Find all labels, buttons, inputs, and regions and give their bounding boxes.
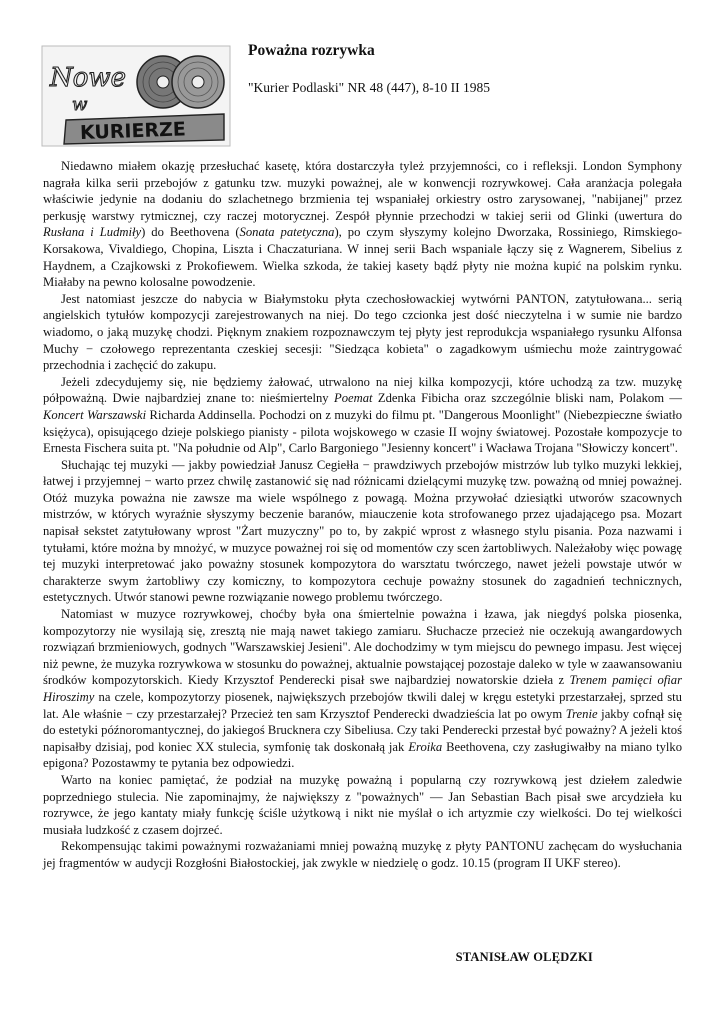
logo-kurierze-text: KURIERZE — [79, 118, 187, 145]
article-title: Poważna rozrywka — [248, 42, 375, 59]
source-citation: "Kurier Podlaski" NR 48 (447), 8-10 II 1985 — [248, 80, 490, 95]
paragraph-5: Natomiast w muzyce rozrywkowej, choćby była ona śmiertelnie poważna i łzawa, jak niegdyś polska piosenka, kompozytorzy nie wysilają się, zresztą nie mają nawet takiego zamiaru. Słuchacze przecież nie oczekują awangardowych rozwiązań brzmieniowych, godnych "Warszawskiej Jesieni". Ale dochodzimy w tym miejscu do pewnego impasu. Jest więcej niż pewne, że muzyka rozrywkowa w stosunku do poważnej, aktualnie powstającej pozostaje daleko w tyle w zaawansowaniu środków kompozytorskich. Kiedy Krzysztof Penderecki pisał swe najbardziej nowatorskie dzieła z Trenem pamięci ofiar Hiroszimy na czele, kompozytorzy piosenek, największych przebojów tkwili dalej w kręgu estetyki przestarzałej, sprzed stu lat. Ale właśnie − czy przestarzałej? Przecież ten sam Krzysztof Penderecki dwadzieścia lat po owym Trenie jakby cofnął się do estetyki późnoromantycznej, do jakiegoś Brucknera czy Sibeliusa. Czy taki Penderecki przestał być poważny? A jeżeli ktoś napisałby dzisiaj, pod koniec XX stulecia, symfonię tak doskonałą jak Eroika Beethovena, czy zasługiwałby na miano tylko epigona? Pozostawmy te pytania bez odpowiedzi. — [43, 607, 682, 771]
paragraph-6: Warto na koniec pamiętać, że podział na muzykę poważną i popularną czy rozrywkową jest dziełem zaledwie poprzedniego stulecia. Nie zapominajmy, że największy z "poważnych" — Jan Sebastian Bach pisał swe arcydzieła ku rozrywce, że jego kantaty miały funkcję ściśle użytkową i nikt nie myślał o ich artyzmie czy wielkości. Do tej wielkości musiała ludzkość z czasem dojrzeć. — [43, 772, 682, 837]
logo-w-text: w — [72, 94, 88, 115]
paragraph-4: Słuchając tej muzyki — jakby powiedział Janusz Cegiełła − prawdziwych przebojów mistrzów lub tylko muzyki lekkiej, łatwej i przyjemnej − warto przez chwilę zastanowić się nad różnicami dzielącymi muzykę tzw. poważną od mniej poważnej. Otóż muzyka poważna nie zawsze ma wiele wspólnego z powagą. Można przywołać dziesiątki utworów szacownych mistrzów, w których wyraźnie słyszymy beczenie baranów, miauczenie kota strofowanego przez ujadającego psa. Mozart napisał sekstet zatytułowany wprost "Żart muzyczny" po to, by zakpić wprost z własnego stylu pisania. Poza nazwami i tytułami, które można by mnożyć, w muzyce poważnej roi się od momentów czy scen żartobliwych. Należałoby więc powagę tej muzyki interpretować jako poważny stosunek kompozytora do warsztatu twórczego, nawet jeżeli powstaje utwór w charakterze swym żartobliwy czy komiczny, to kompozytora cechuje poważny stosunek do zagadnień technicznych, estetycznych. Utwór stanowi pewne rozwiązanie nowego problemu twórczego. — [43, 457, 682, 605]
paragraph-2: Jest natomiast jeszcze do nabycia w Białymstoku płyta czechosłowackiej wytwórni PANTON, zatytułowana... serią angielskich tytułów kompozycji zarejestrowanych na niej. Do tego czcionka jest dość nieczytelna i w sumie nie bardzo wiadomo, o jaką muzykę chodzi. Pięknym znakiem rozpoznawczym tej płyty jest reprodukcja wspaniałego rysunku Alfonsa Muchy − czołowego reprezentanta czeskiej secesji: "Siedząca kobieta" o zagadkowym uśmiechu może zaintrygować przechodnia i zachęcić do zakupu. — [43, 291, 682, 373]
column-logo — [38, 40, 238, 150]
paragraph-3: Jeżeli zdecydujemy się, nie będziemy żałować, utrwalono na niej kilka kompozycji, które uchodzą za tzw. muzykę półpoważną. Dwie najbardziej znane to: nieśmiertelny Poemat Zdenka Fibicha oraz szczególnie bliski nam, Polakom — Koncert Warszawski Richarda Addinsella. Pochodzi on z muzyki do filmu pt. "Dangerous Moonlight" (Niebezpieczne światło księżyca), opisującego dzieje polskiego pianisty - pilota wojskowego w czasie II wojny światowej. Pozostałe kompozycje to Ernesta Fischera suita pt. "Na południe od Alp", Carlo Bargoniego "Jesienny koncert" i Wacława Trojana "Słowiczy koncert". — [43, 374, 682, 456]
author-signature: STANISŁAW OLĘDZKI — [455, 950, 593, 964]
paragraph-1: Niedawno miałem okazję przesłuchać kasetę, która dostarczyła tyleż przyjemności, co i refleksji. London Symphony nagrała kilka serii przebojów z gatunku tzw. muzyki poważnej, ale w konwencji rozrywkowej. Cała aranżacja polegała właściwie jedynie na dodaniu do szlachetnego brzmienia tej wspaniałej orkiestry ostro zarysowanej, "nabijanej" przez perkusję warstwy rytmicznej, czy raczej motorycznej. Zespół płynnie przechodzi w takiej serii od Glinki (uwertura do Rusłana i Ludmiły) do Beethovena (Sonata patetyczna), po czym słyszymy kolejno Dworzaka, Rossiniego, Rimskiego-Korsakowa, Vivaldiego, Chopina, Liszta i Chaczaturiana. W innej serii Bach wspaniale łączy się z Wagnerem, Sibelius z Haydnem, a Czajkowski z Prokofiewem. Wielka szkoda, że takiej kasety bądź płyty nie można kupić na polskim rynku. Miałaby na pewno kolosalne powodzenie. — [43, 159, 682, 290]
nowe-w-kurierze-logo — [38, 40, 238, 150]
article-body — [43, 158, 682, 872]
paragraph-7: Rekompensując takimi poważnymi rozważaniami mniej poważną muzykę z płyty PANTONU zachęcam do wysłuchania jej fragmentów w audycji Rozgłośni Białostockiej, jak zwykle w niedzielę o godz. 10.15 (program II UKF stereo). — [43, 839, 682, 870]
logo-nowe-text: Nowe — [50, 63, 127, 93]
vinyl-record-icon — [137, 56, 224, 108]
